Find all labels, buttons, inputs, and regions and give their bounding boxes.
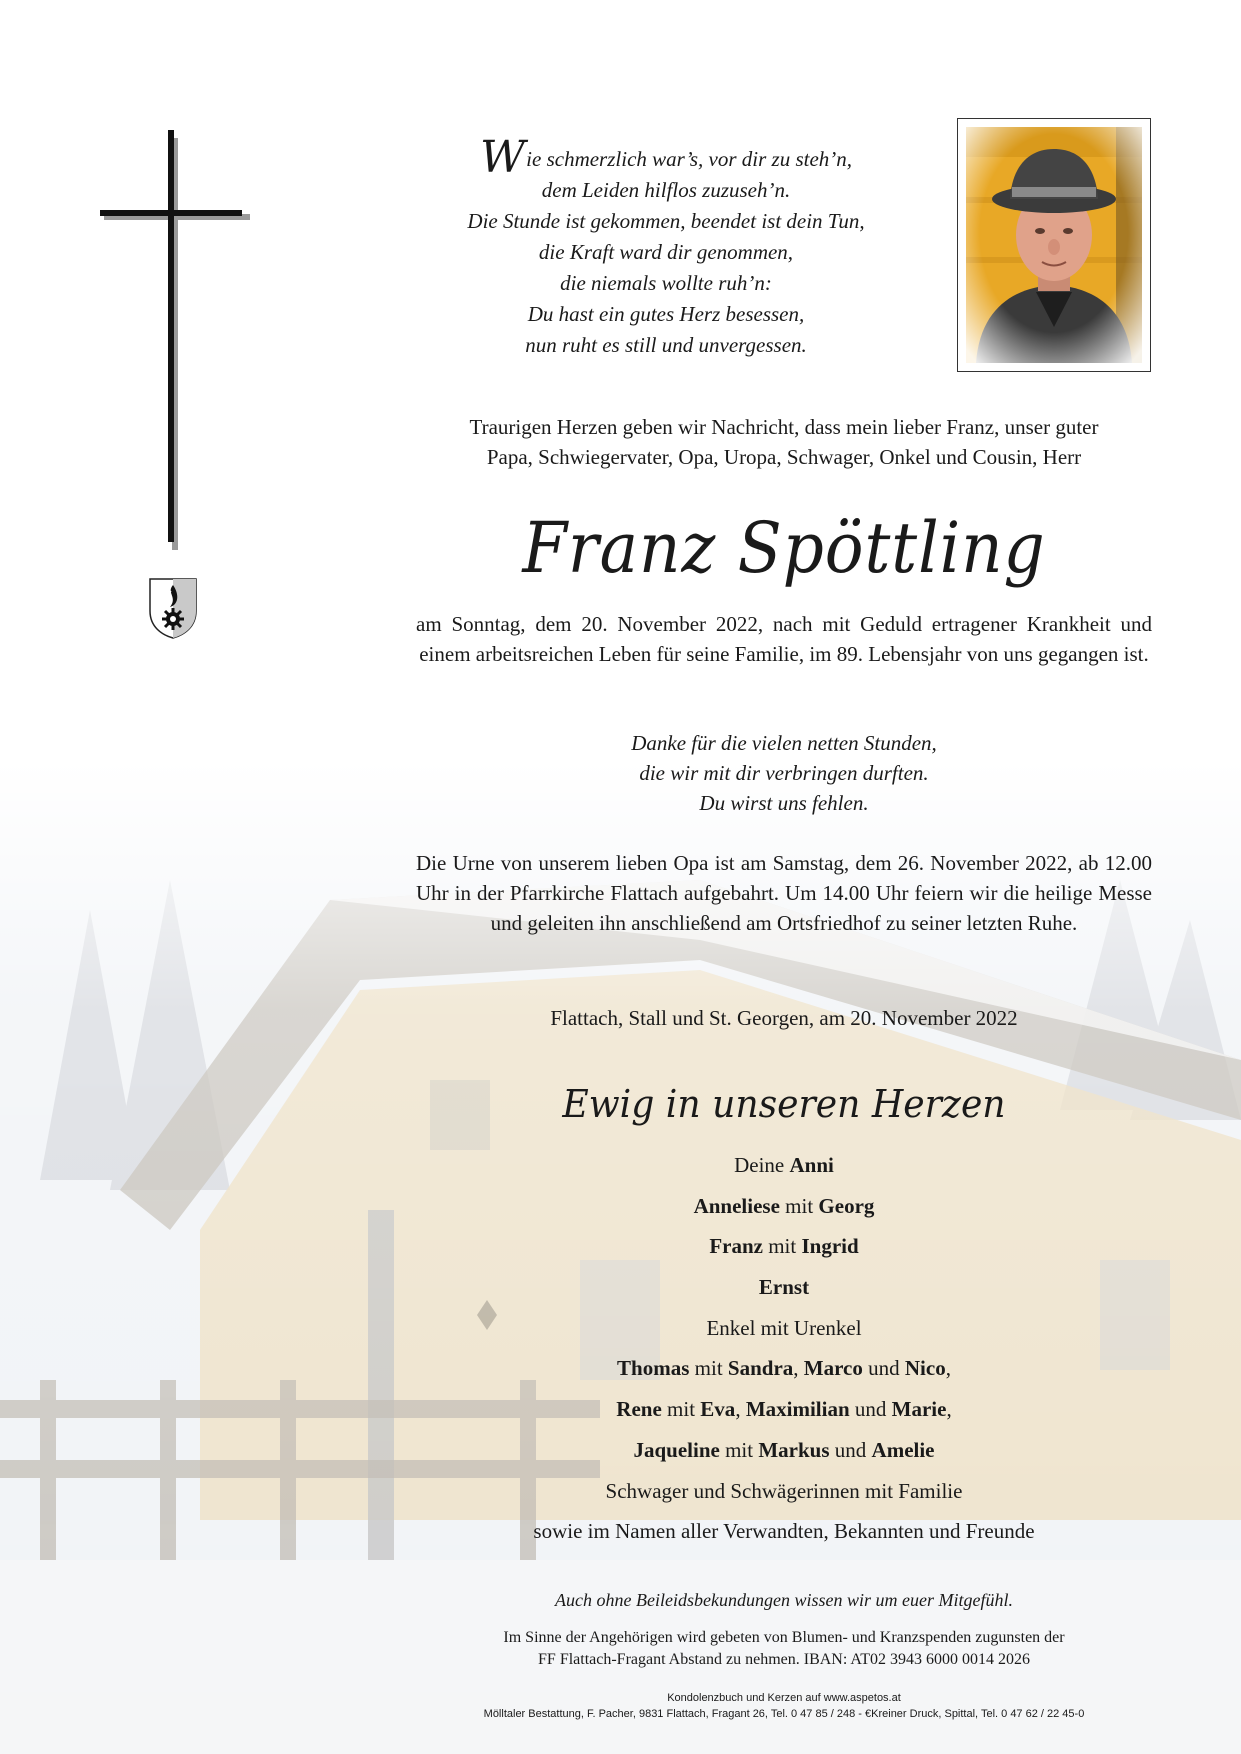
donation-line: FF Flattach-Fragant Abstand zu nehmen. IBAN: AT02 3943 6000 0014 2026 [538,1651,1030,1668]
mourner-line: Jaqueline mit Markus und Amelie [633,1437,935,1462]
footer-funeral-home: Mölltaler Bestattung, F. Pacher, 9831 Flattach, Fragant 26, Tel. 0 47 85 / 248 - €Kreiner Druck, Spittal, Tel. 0 47 62 / 22 45-0 [483,1708,1085,1720]
mourner-line: Franz mit Ingrid [709,1234,859,1259]
mourners-list [416,1148,1152,1555]
mourner-line: Anneliese mit Georg [693,1193,875,1218]
latin-cross-icon [100,130,250,550]
poem-initial: W [479,132,526,183]
poem-line: Die Stunde ist gekommen, beendet ist dein Tun, [467,209,865,233]
fire-brigade-crest-icon [148,577,198,639]
mourner-line: Deine Anni [734,1153,834,1177]
poem-line: dem Leiden hilflos zuzuseh’n. [541,178,791,202]
mourner-line: Thomas mit Sandra, Marco und Nico, [617,1356,951,1381]
poem-line: Du hast ein gutes Herz besessen, [527,302,805,326]
funeral-details: Die Urne von unserem lieben Opa ist am Samstag, dem 26. November 2022, ab 12.00 Uhr in der Pfarrkirche Flattach aufgebahrt. Um 14.00 Uhr feiern wir die heilige Messe und geleiten ihn anschließend am Ortsfriedhof zu seiner letzten Ruhe. [416,851,1152,935]
mourner-line: sowie im Namen aller Verwandten, Bekannten und Freunde [533,1519,1035,1544]
footer [416,1690,1152,1722]
donation-line: Im Sinne der Angehörigen wird gebeten von Blumen- und Kranzspenden zugunsten der [503,1629,1065,1646]
poem-line: die Kraft ward dir genommen, [538,240,794,264]
place-and-date: Flattach, Stall und St. Georgen, am 20. November 2022 [550,1006,1018,1030]
poem-line: nun ruht es still und unvergessen. [525,333,807,357]
thanks-line: Danke für die vielen netten Stunden, [631,731,937,755]
memorial-motto: Ewig in unseren Herzen [562,1082,1006,1126]
intro-line: Papa, Schwiegervater, Opa, Uropa, Schwager, Onkel und Cousin, Herr [486,445,1082,469]
intro-line: Traurigen Herzen geben wir Nachricht, dass mein lieber Franz, unser guter [469,415,1099,439]
poem-line: ie schmerzlich war’s, vor dir zu steh’n, [526,147,853,171]
mourner-line: Ernst [758,1275,810,1300]
condolence-note: Auch ohne Beileidsbekundungen wissen wir um euer Mitgefühl. [555,1590,1013,1610]
portrait-photo [957,118,1151,372]
footer-condolence-link[interactable]: Kondolenzbuch und Kerzen auf www.aspetos.at [667,1692,901,1704]
announcement-intro [416,412,1152,472]
thanks-verse [416,728,1152,818]
thanks-line: die wir mit dir verbringen durften. [639,761,929,785]
deceased-name: Franz Spöttling [522,507,1046,589]
poem-line: die niemals wollte ruh’n: [560,271,772,295]
mourner-line: Rene mit Eva, Maximilian und Marie, [616,1397,952,1422]
mourner-line: Schwager und Schwägerinnen mit Familie [605,1478,963,1503]
donation-request [416,1627,1152,1671]
mourner-line: Enkel mit Urenkel [706,1315,862,1340]
death-notice: am Sonntag, dem 20. November 2022, nach mit Geduld ertragener Krankheit und einem arbeitsreichen Leben für seine Familie, im 89. Lebensjahr von uns gegangen ist. [416,612,1152,666]
thanks-line: Du wirst uns fehlen. [699,791,869,815]
opening-poem [416,132,916,361]
